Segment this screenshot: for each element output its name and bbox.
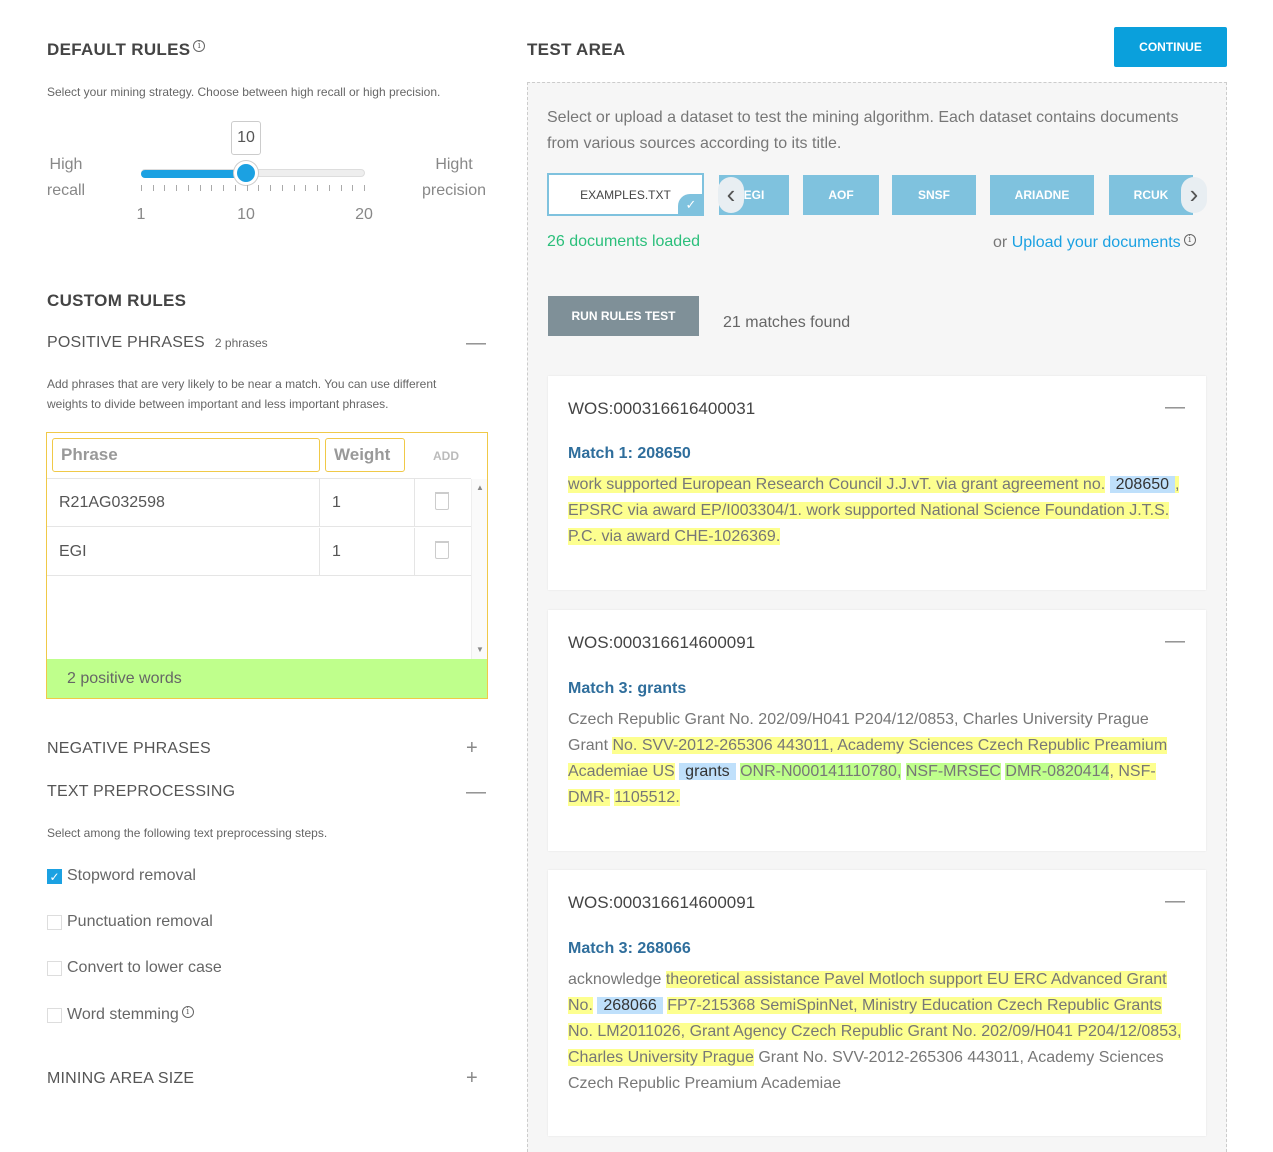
- dataset-rcuk-button[interactable]: RCUK: [1109, 175, 1193, 215]
- stopword-label: Stopword removal: [67, 867, 196, 884]
- snippet-text: Czech Republic Preamium Academiae: [568, 1075, 842, 1092]
- slider-tick: [329, 185, 330, 191]
- run-rules-test-button[interactable]: RUN RULES TEST: [548, 296, 699, 336]
- dataset-snsf-button[interactable]: SNSF: [892, 175, 976, 215]
- phrase-cell: EGI: [59, 543, 87, 560]
- punctuation-label: Punctuation removal: [67, 913, 213, 930]
- dataset-egi-label: EGI: [743, 188, 765, 202]
- trash-icon[interactable]: [435, 541, 449, 559]
- continue-button[interactable]: CONTINUE: [1114, 27, 1227, 67]
- info-icon[interactable]: i: [182, 1006, 194, 1018]
- test-area-intro: [547, 105, 1178, 157]
- column-divider: [319, 528, 320, 576]
- slider-tick: [352, 185, 353, 191]
- snippet-text: Grant No. SVV-2012-265306 443011, Academy Sciences: [758, 1049, 1164, 1066]
- slider-tick: [188, 185, 189, 191]
- weight-input[interactable]: Weight: [325, 438, 405, 472]
- snippet-positive: DMR-0820414: [1005, 763, 1110, 780]
- positive-words-count: 2 positive words: [47, 659, 487, 698]
- collapse-result-icon[interactable]: —: [1165, 396, 1185, 418]
- default-rules-heading: DEFAULT RULES: [47, 40, 191, 59]
- punctuation-checkbox[interactable]: [47, 915, 62, 930]
- table-row[interactable]: [47, 528, 471, 576]
- upload-documents-link[interactable]: Upload your documents: [1011, 234, 1181, 251]
- snippet-highlight: 1105512.: [614, 789, 680, 806]
- dataset-examples-button[interactable]: [547, 173, 704, 216]
- intro-line2: from various sources according to its title.: [547, 135, 842, 152]
- upload-area: [993, 234, 1196, 252]
- result-document-id: WOS:000316614600091: [568, 633, 756, 652]
- dataset-carousel: [719, 175, 1199, 215]
- snippet-highlight: ,: [1175, 476, 1180, 493]
- high-precision-line1: Hight: [435, 156, 473, 173]
- dataset-ariadne-button[interactable]: ARIADNE: [990, 175, 1094, 215]
- strategy-slider-fill: [141, 170, 246, 178]
- column-divider: [414, 528, 415, 576]
- default-rules-title: [47, 40, 205, 60]
- trash-icon[interactable]: [435, 492, 449, 510]
- result-card: [548, 870, 1206, 1136]
- positive-description-line1: Add phrases that are very likely to be near a match. You can use different: [47, 377, 437, 391]
- slider-tick: [235, 185, 236, 191]
- test-area-title: TEST AREA: [527, 40, 626, 59]
- slider-tick: [341, 185, 342, 191]
- custom-rules-title: CUSTOM RULES: [47, 291, 187, 310]
- expand-mining-area-icon[interactable]: +: [466, 1067, 478, 1089]
- snippet-text: acknowledge: [568, 971, 662, 988]
- dataset-aof-button[interactable]: AOF: [803, 175, 879, 215]
- match-title: Match 3: grants: [568, 680, 687, 697]
- mining-area-title[interactable]: MINING AREA SIZE: [47, 1070, 195, 1087]
- snippet-match: 208650: [1110, 476, 1175, 493]
- result-card: [548, 610, 1206, 851]
- info-icon[interactable]: i: [193, 40, 205, 52]
- high-recall-line1: High: [49, 156, 83, 173]
- collapse-result-icon[interactable]: —: [1165, 630, 1185, 652]
- snippet-match: 268066: [597, 997, 662, 1014]
- slider-tick: [364, 185, 365, 191]
- weight-cell: 1: [332, 543, 341, 560]
- positive-phrases-count: 2 phrases: [214, 336, 268, 350]
- slider-tick: [223, 185, 224, 191]
- slider-tick: [211, 185, 212, 191]
- slider-min-label: 1: [136, 206, 146, 223]
- matches-found-count: 21 matches found: [723, 314, 851, 331]
- collapse-positive-icon[interactable]: —: [466, 332, 486, 354]
- positive-phrases-title: POSITIVE PHRASES: [47, 334, 205, 351]
- slider-mid-label: 10: [237, 206, 255, 223]
- snippet-highlight: No.: [568, 997, 593, 1014]
- match-title: Match 3: 268066: [568, 940, 691, 957]
- default-rules-description: Select your mining strategy. Choose between high recall or high precision.: [47, 85, 441, 99]
- strategy-slider-thumb[interactable]: [234, 161, 258, 185]
- slider-tick: [317, 185, 318, 191]
- snippet-text: Czech Republic Grant No. 202/09/H041 P204/12/0853, Charles University Prague: [568, 711, 1149, 728]
- slider-tick: [153, 185, 154, 191]
- high-recall-line2: recall: [46, 182, 86, 199]
- negative-phrases-title[interactable]: NEGATIVE PHRASES: [47, 740, 211, 757]
- positive-phrases-description: [47, 374, 436, 414]
- snippet-match: grants: [679, 763, 735, 780]
- positive-phrases-box: [46, 432, 488, 699]
- expand-negative-icon[interactable]: +: [466, 737, 478, 759]
- slider-value-tooltip: 10: [231, 121, 261, 155]
- collapse-result-icon[interactable]: —: [1165, 890, 1185, 912]
- snippet-highlight: No. SVV-2012-265306 443011, Academy Sciences Czech Republic Preamium: [612, 737, 1168, 754]
- add-phrase-button[interactable]: ADD: [433, 449, 459, 463]
- snippet-highlight: EPSRC via award EP/I003304/1. work supported National Science Foundation J.T.S.: [568, 502, 1170, 519]
- carousel-next-icon[interactable]: ›: [1181, 177, 1207, 213]
- slider-tick: [258, 185, 259, 191]
- snippet-highlight: work supported European Research Council J.J.vT. via grant agreement no.: [568, 476, 1106, 493]
- snippet-highlight: No. LM2011026, Grant Agency Czech Republic Grant No. 202/09/H041 P204/12/0853,: [568, 1023, 1182, 1040]
- result-card: [548, 376, 1206, 590]
- phrase-cell: R21AG032598: [59, 494, 165, 511]
- match-title: Match 1: 208650: [568, 445, 691, 462]
- high-recall-label: [46, 152, 86, 204]
- snippet-highlight: theoretical assistance Pavel Motloch support EU ERC Advanced Grant: [665, 971, 1167, 988]
- high-precision-line2: precision: [421, 182, 487, 199]
- column-divider: [414, 479, 415, 527]
- result-document-id: WOS:000316614600091: [568, 893, 756, 912]
- slider-tick: [164, 185, 165, 191]
- slider-tick: [305, 185, 306, 191]
- result-document-id: WOS:000316616400031: [568, 399, 756, 418]
- snippet-highlight: FP7-215368 SemiSpinNet, Ministry Education Czech Republic Grants: [667, 997, 1162, 1014]
- match-snippet: [568, 967, 1190, 1097]
- slider-tick: [282, 185, 283, 191]
- lowercase-label: Convert to lower case: [67, 959, 222, 976]
- snippet-positive: NSF-MRSEC: [905, 763, 1001, 780]
- stemming-checkbox[interactable]: [47, 1008, 62, 1023]
- scroll-down-icon[interactable]: ▼: [476, 645, 484, 654]
- column-divider: [319, 479, 320, 527]
- stopword-checkbox[interactable]: ✓: [47, 869, 62, 884]
- slider-ticks: [141, 185, 365, 193]
- or-text: or: [993, 234, 1008, 251]
- snippet-highlight: , NSF-DMR-: [568, 763, 1156, 806]
- high-precision-label: [418, 152, 490, 204]
- documents-loaded-status: 26 documents loaded: [547, 233, 700, 250]
- slider-tick: [247, 185, 248, 191]
- slider-tick: [270, 185, 271, 191]
- check-icon: ✓: [678, 194, 704, 216]
- snippet-text: Grant: [568, 737, 609, 754]
- positive-description-line2: weights to divide between important and less important phrases.: [47, 397, 389, 411]
- snippet-highlight: Academiae US: [568, 763, 675, 780]
- snippet-highlight: Charles University Prague: [568, 1049, 754, 1066]
- scroll-up-icon[interactable]: ▲: [476, 483, 484, 492]
- table-scrollbar[interactable]: [471, 479, 487, 659]
- match-snippet: [568, 707, 1190, 811]
- slider-max-label: 20: [355, 206, 373, 223]
- positive-phrases-header[interactable]: [47, 334, 268, 352]
- stemming-label-text: Word stemming: [67, 1006, 179, 1023]
- stemming-label: [67, 1006, 194, 1024]
- table-row[interactable]: [47, 479, 471, 527]
- info-icon[interactable]: i: [1184, 234, 1196, 246]
- slider-tick: [141, 185, 142, 191]
- slider-tick: [200, 185, 201, 191]
- dataset-examples-label: EXAMPLES.TXT: [580, 188, 671, 202]
- text-preprocessing-title[interactable]: TEXT PREPROCESSING: [47, 783, 236, 800]
- lowercase-checkbox[interactable]: [47, 961, 62, 976]
- intro-line1: Select or upload a dataset to test the mining algorithm. Each dataset contains documents: [547, 109, 1179, 126]
- weight-cell: 1: [332, 494, 341, 511]
- collapse-preprocessing-icon[interactable]: —: [466, 781, 486, 803]
- slider-tick: [176, 185, 177, 191]
- slider-tick: [294, 185, 295, 191]
- snippet-highlight: P.C. via award CHE-1026369.: [568, 528, 781, 545]
- match-snippet: [568, 472, 1188, 550]
- carousel-prev-icon[interactable]: ‹: [718, 177, 744, 213]
- preprocessing-description: Select among the following text preprocessing steps.: [47, 826, 328, 840]
- snippet-positive: ONR-N000141110780,: [740, 763, 902, 780]
- phrase-input[interactable]: Phrase: [52, 438, 320, 472]
